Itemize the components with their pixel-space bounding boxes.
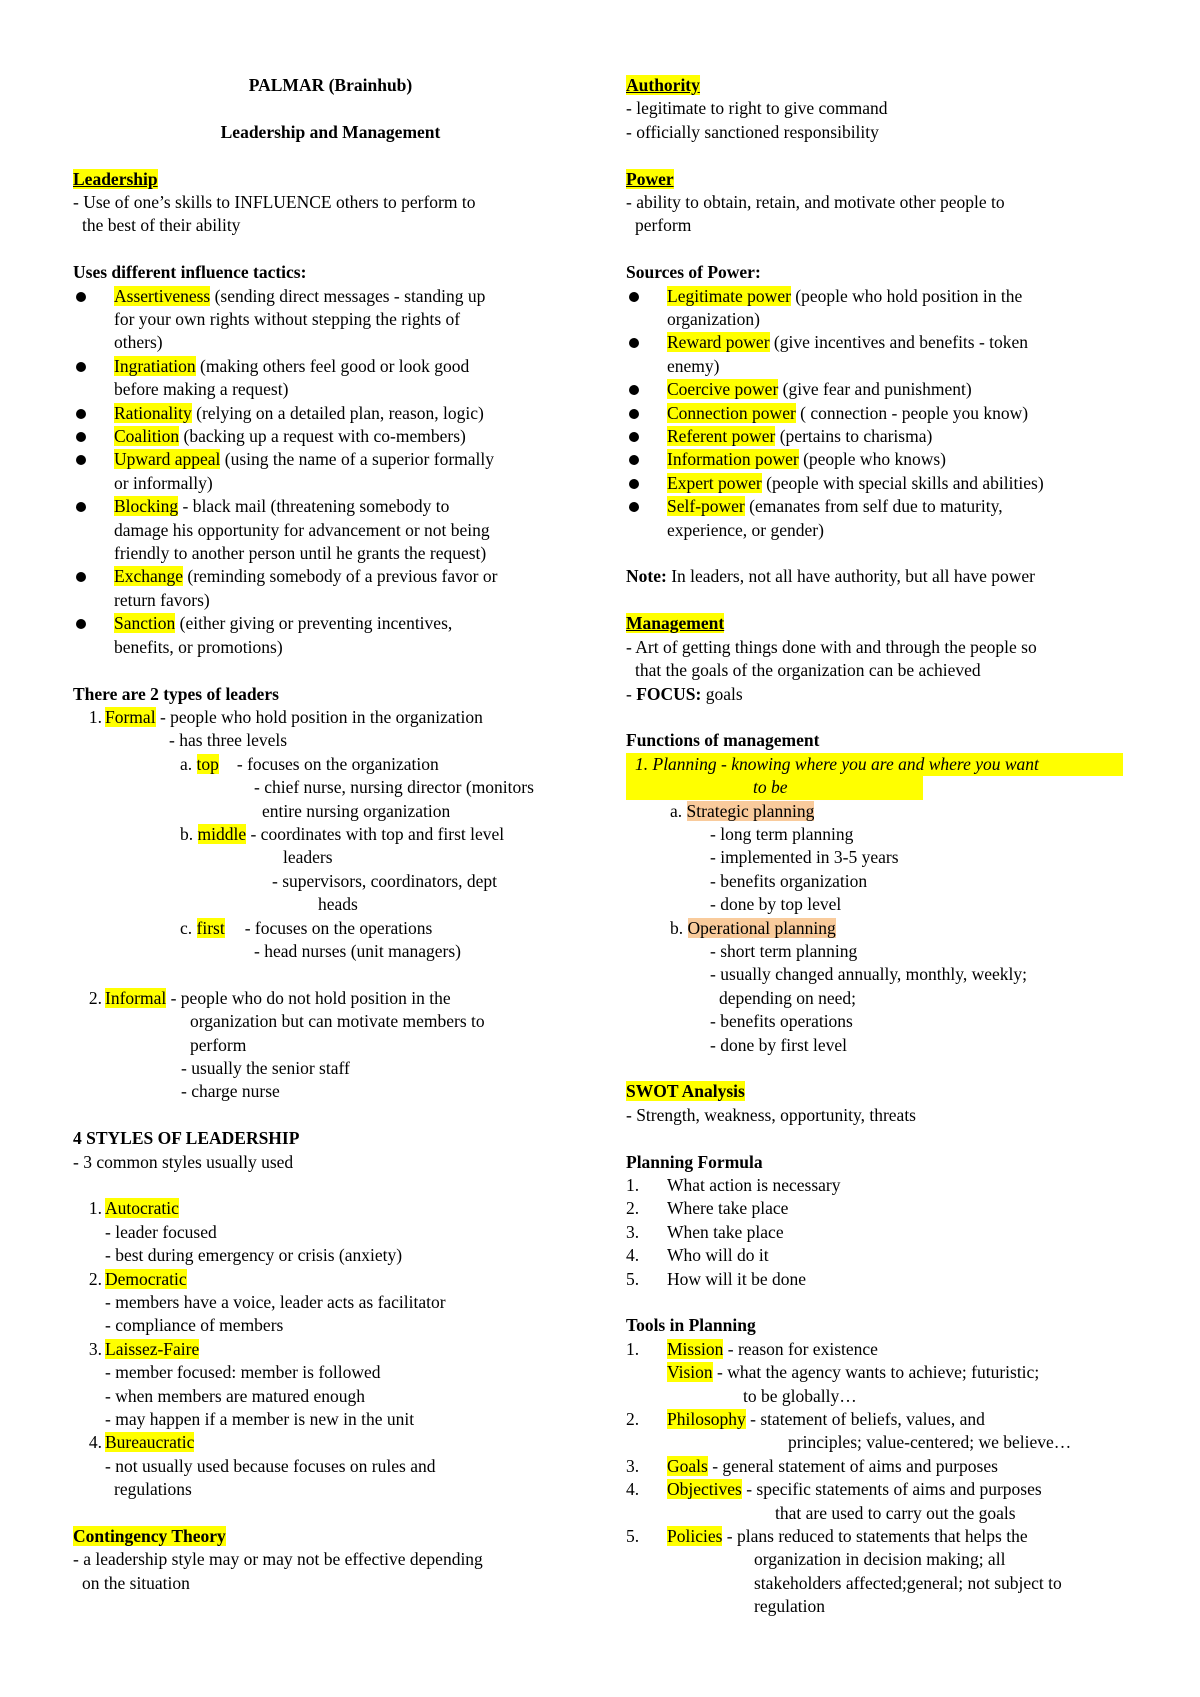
operational-line-1: - short term planning: [710, 940, 858, 961]
operational-line-3: depending on need;: [719, 987, 857, 1008]
tactic-item: Blocking - black mail (threatening somebody to: [73, 495, 588, 518]
tactic-item: Assertiveness (sending direct messages - standing up: [73, 285, 588, 308]
bullet-icon: [76, 455, 86, 465]
tool-objectives-cont: that are used to carry out the goals: [775, 1502, 1016, 1523]
tactic-item-cont: damage his opportunity for advancement or not being: [114, 519, 490, 540]
tool-vision-cont: to be globally…: [743, 1385, 857, 1406]
bullet-icon: [76, 292, 86, 302]
contingency-text-cont: on the situation: [82, 1572, 190, 1593]
style-item-detail: - best during emergency or crisis (anxiety): [105, 1245, 403, 1266]
formula-heading: Planning Formula: [626, 1151, 763, 1172]
style-item: 1. Autocratic: [88, 1198, 179, 1219]
style-item: 4. Bureaucratic: [88, 1432, 195, 1453]
formula-item: 1. What action is necessary: [626, 1174, 841, 1195]
tool-philosophy: 2. Philosophy - statement of beliefs, values, and: [626, 1409, 985, 1430]
power-note: Note: In leaders, not all have authority, but all have power: [626, 566, 1035, 587]
tactic-item-cont: for your own rights without stepping the rights of: [114, 309, 461, 330]
tactics-list: [73, 285, 588, 660]
planning-function: 1. Planning - knowing where you are and where you want: [626, 753, 1123, 776]
tactic-item: Sanction (either giving or preventing incentives,: [73, 612, 588, 635]
authority-line-2: - officially sanctioned responsibility: [626, 121, 879, 142]
level-middle-detail-cont: heads: [318, 894, 358, 915]
power-source-item: Self-power (emanates from self due to maturity,: [626, 495, 1146, 518]
tool-policies-cont-3: regulation: [754, 1596, 825, 1617]
formula-item: 5. How will it be done: [626, 1268, 807, 1289]
management-line-1: - Art of getting things done with and through the people so: [626, 636, 1037, 657]
tactic-item-cont: return favors): [114, 589, 210, 610]
bullet-icon: [629, 385, 639, 395]
level-first-detail: - head nurses (unit managers): [254, 940, 462, 961]
left-column: [73, 74, 588, 1595]
informal-detail-1: - usually the senior staff: [181, 1057, 350, 1078]
tactic-item: Ingratiation (making others feel good or look good: [73, 355, 588, 378]
tools-heading: Tools in Planning: [626, 1315, 756, 1336]
leader-types-heading: There are 2 types of leaders: [73, 683, 279, 704]
swot-heading: SWOT Analysis: [626, 1081, 745, 1102]
tactic-item-cont: others): [114, 332, 163, 353]
strategic-line: - implemented in 3-5 years: [710, 847, 899, 868]
planning-function-cont: to be: [626, 776, 1146, 799]
page-title: PALMAR (Brainhub): [248, 75, 413, 95]
styles-sub: - 3 common styles usually used: [73, 1151, 294, 1172]
style-item-detail: - not usually used because focuses on rules and: [105, 1455, 436, 1476]
level-top-detail: - chief nurse, nursing director (monitors: [254, 777, 534, 798]
page-subtitle: Leadership and Management: [220, 121, 441, 142]
leadership-heading: Leadership: [73, 168, 158, 189]
bullet-icon: [629, 292, 639, 302]
style-item-detail: - may happen if a member is new in the unit: [105, 1409, 415, 1430]
formula-list: [626, 1174, 1146, 1291]
management-heading: Management: [626, 613, 725, 634]
strategic-planning: a. Strategic planning: [670, 800, 815, 821]
power-source-item: Referent power (pertains to charisma): [626, 425, 1146, 448]
informal-leader: 2. Informal - people who do not hold position in the: [88, 987, 451, 1008]
bullet-icon: [629, 432, 639, 442]
operational-planning: b. Operational planning: [670, 917, 836, 938]
tactics-heading: Uses different influence tactics:: [73, 262, 307, 283]
formal-levels: - has three levels: [169, 730, 288, 751]
operational-line-2: - usually changed annually, monthly, weekly;: [710, 964, 1028, 985]
level-first: c. first - focuses on the operations: [180, 917, 433, 938]
informal-detail-2: - charge nurse: [181, 1081, 280, 1102]
functions-heading: Functions of management: [626, 730, 820, 751]
bullet-icon: [629, 502, 639, 512]
bullet-icon: [76, 362, 86, 372]
tool-goals: 3. Goals - general statement of aims and purposes: [626, 1455, 998, 1476]
formula-item: 2. Where take place: [626, 1198, 789, 1219]
level-middle-cont: leaders: [283, 847, 333, 868]
bullet-icon: [76, 572, 86, 582]
formal-leader: 1. Formal - people who hold position in the organization: [88, 706, 483, 727]
contingency-heading: Contingency Theory: [73, 1526, 226, 1547]
authority-line-1: - legitimate to right to give command: [626, 98, 888, 119]
informal-cont-2: perform: [190, 1034, 247, 1055]
operational-line-5: - done by first level: [710, 1034, 848, 1055]
power-heading: Power: [626, 168, 674, 189]
style-item-detail: - leader focused: [105, 1221, 217, 1242]
power-source-item: Reward power (give incentives and benefits - token: [626, 331, 1146, 354]
styles-heading: 4 STYLES OF LEADERSHIP: [73, 1128, 300, 1149]
tool-philosophy-cont: principles; value-centered; we believe…: [788, 1432, 1072, 1453]
tactic-item-cont: benefits, or promotions): [114, 636, 283, 657]
sources-list: [626, 285, 1146, 542]
style-item-detail: regulations: [114, 1479, 192, 1500]
tactic-item: Upward appeal (using the name of a superior formally: [73, 448, 588, 471]
strategic-line: - long term planning: [710, 823, 854, 844]
style-item: 2. Democratic: [88, 1268, 187, 1289]
styles-list: [73, 1197, 588, 1501]
tool-policies-cont-2: stakeholders affected;general; not subject to: [754, 1572, 1062, 1593]
bullet-icon: [629, 338, 639, 348]
leadership-definition: - Use of one’s skills to INFLUENCE others to perform to: [73, 192, 476, 212]
power-line-2: perform: [635, 215, 692, 236]
tactic-item-cont: before making a request): [114, 379, 289, 400]
power-source-item-cont: experience, or gender): [667, 519, 824, 540]
informal-cont-1: organization but can motivate members to: [190, 1011, 485, 1032]
power-line-1: - ability to obtain, retain, and motivate other people to: [626, 192, 1005, 213]
sources-heading: Sources of Power:: [626, 262, 761, 283]
operational-line-4: - benefits operations: [710, 1011, 853, 1032]
style-item-detail: - when members are matured enough: [105, 1385, 365, 1406]
tactic-item: Rationality (relying on a detailed plan, reason, logic): [73, 402, 588, 425]
management-line-2: that the goals of the organization can be achieved: [635, 660, 981, 681]
tool-policies: 5. Policies - plans reduced to statements that helps the: [626, 1526, 1028, 1547]
power-source-item: Connection power ( connection - people you know): [626, 402, 1146, 425]
style-item-detail: - members have a voice, leader acts as facilitator: [105, 1292, 446, 1313]
power-source-item-cont: organization): [667, 309, 760, 330]
management-focus: - FOCUS: goals: [626, 683, 743, 704]
power-source-item: Coercive power (give fear and punishment): [626, 378, 1146, 401]
tactic-item-cont: friendly to another person until he grants the request): [114, 543, 487, 564]
tactic-item-cont: or informally): [114, 472, 213, 493]
power-source-item: Legitimate power (people who hold position in the: [626, 285, 1146, 308]
bullet-icon: [76, 432, 86, 442]
level-middle: b. middle - coordinates with top and first level: [180, 823, 505, 844]
level-middle-detail: - supervisors, coordinators, dept: [272, 870, 498, 891]
bullet-icon: [629, 409, 639, 419]
strategic-list: [626, 823, 1146, 917]
level-top: a. top - focuses on the organization: [180, 753, 439, 774]
formula-item: 4. Who will do it: [626, 1245, 769, 1266]
power-source-item-cont: enemy): [667, 355, 720, 376]
formula-item: 3. When take place: [626, 1221, 784, 1242]
tactic-item: Exchange (reminding somebody of a previous favor or: [73, 565, 588, 588]
swot-line: - Strength, weakness, opportunity, threats: [626, 1104, 916, 1125]
tool-vision: Vision - what the agency wants to achieve; futuristic;: [667, 1362, 1040, 1383]
strategic-line: - benefits organization: [710, 870, 868, 891]
right-column: [626, 74, 1146, 1619]
bullet-icon: [76, 619, 86, 629]
bullet-icon: [76, 502, 86, 512]
style-item-detail: - compliance of members: [105, 1315, 284, 1336]
tool-policies-cont-1: organization in decision making; all: [754, 1549, 1006, 1570]
tactic-item: Coalition (backing up a request with co-members): [73, 425, 588, 448]
authority-heading: Authority: [626, 75, 700, 95]
style-item: 3. Laissez-Faire: [88, 1338, 200, 1359]
level-top-detail-cont: entire nursing organization: [262, 800, 451, 821]
bullet-icon: [629, 455, 639, 465]
leadership-definition-cont: the best of their ability: [82, 215, 241, 236]
bullet-icon: [629, 479, 639, 489]
style-item-detail: - member focused: member is followed: [105, 1362, 381, 1383]
tool-objectives: 4. Objectives - specific statements of aims and purposes: [626, 1479, 1042, 1500]
strategic-line: - done by top level: [710, 894, 842, 915]
bullet-icon: [76, 409, 86, 419]
tool-mission: 1. Mission - reason for existence: [626, 1338, 878, 1359]
power-source-item: Information power (people who knows): [626, 448, 1146, 471]
power-source-item: Expert power (people with special skills and abilities): [626, 472, 1146, 495]
contingency-text: - a leadership style may or may not be effective depending: [73, 1549, 483, 1570]
